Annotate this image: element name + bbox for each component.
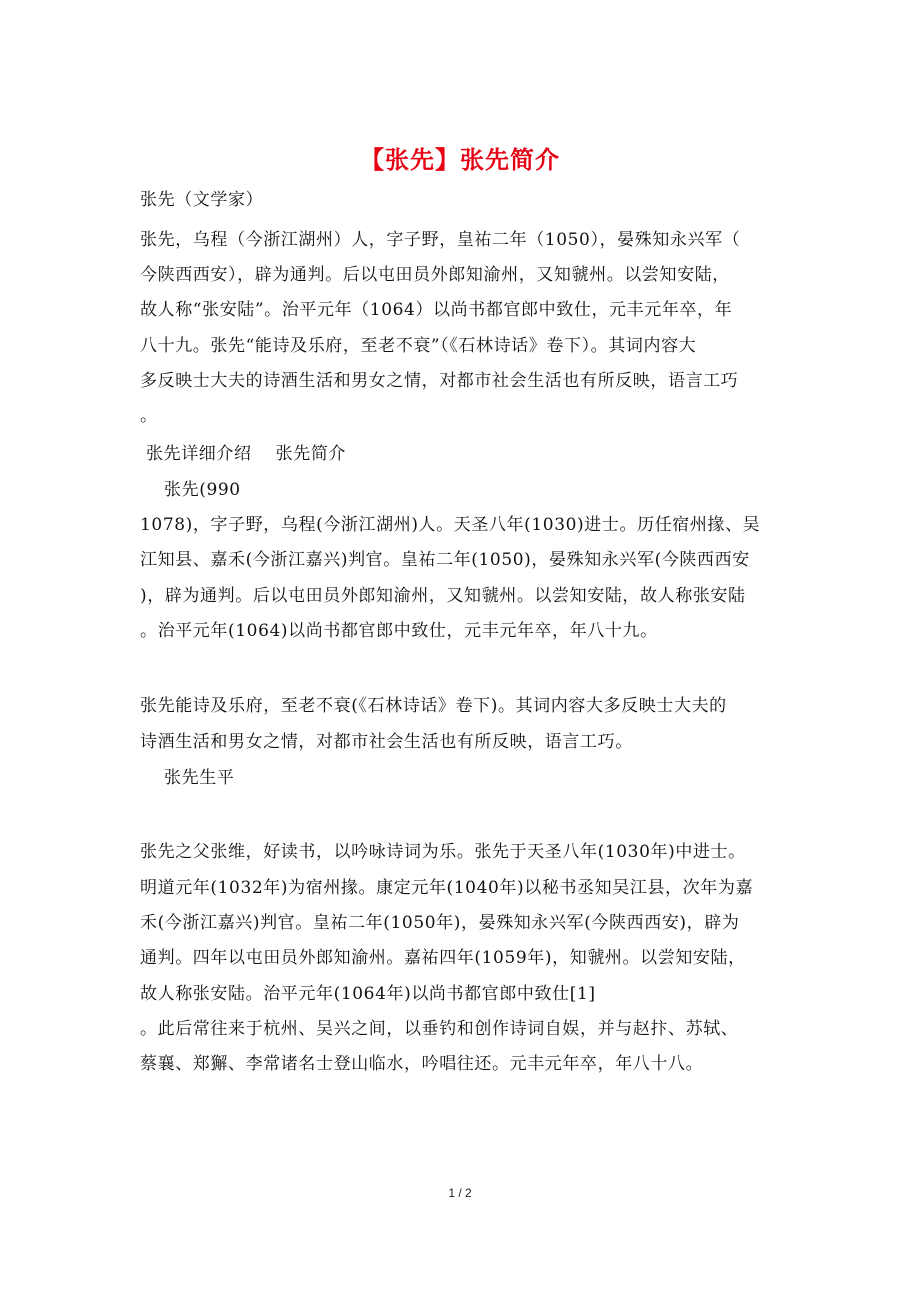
text-line: 通判。四年以屯田员外郎知渝州。嘉祐四年(1059年)，知虢州。以尝知安陆， [140,948,746,968]
text-line: 蔡襄、郑獬、李常诸名士登山临水，吟唱往还。元丰元年卒，年八十八。 [140,1054,704,1074]
text-line: 故人称张安陆。治平元年(1064年)以尚书都官郎中致仕[1] [140,984,596,1004]
text-line: 今陕西西安），辟为通判。后以屯田员外郎知渝州，又知虢州。以尝知安陆， [140,265,730,285]
text-line: 张先(990 [140,480,241,500]
text-line: 诗酒生活和男女之情，对都市社会生活也有所反映，语言工巧。 [140,732,633,752]
text-line: 张先，乌程（今浙江湖州）人，字子野，皇祐二年（1050），晏殊知永兴军（ [140,230,741,250]
text-line: 。此后常往来于杭州、吴兴之间，以垂钓和创作诗词自娱，并与赵抃、苏轼、 [140,1019,739,1039]
text-line: 多反映士大夫的诗酒生活和男女之情，对都市社会生活也有所反映，语言工巧 [140,371,739,391]
text-line: 。 [140,406,158,426]
text-line: 。治平元年(1064)以尚书都官郎中致仕，元丰元年卒，年八十九。 [140,621,658,641]
text-line: 张先能诗及乐府，至老不衰(《石林诗话》卷下)。其词内容大多反映士大夫的 [140,696,727,716]
text-line: 张先详细介绍 张先简介 [140,444,347,464]
page-number: 1 / 2 [448,1186,472,1200]
text-line: 张先生平 [140,768,235,788]
text-line: 1078)，字子野，乌程(今浙江湖州)人。天圣八年(1030)进士。历任宿州掾、吴 [140,515,761,535]
text-line: )，辟为通判。后以屯田员外郎知渝州，又知虢州。以尝知安陆，故人称张安陆 [140,586,746,606]
text-line: 故人称“张安陆”。治平元年（1064）以尚书都官郎中致仕，元丰元年卒，年 [140,300,733,320]
text-line: 张先（文学家） [140,190,264,210]
text-line: 禾(今浙江嘉兴)判官。皇祐二年(1050年)，晏殊知永兴军(今陕西西安)，辟为 [140,913,740,933]
text-line: 明道元年(1032年)为宿州掾。康定元年(1040年)以秘书丞知吴江县，次年为嘉 [140,878,754,898]
text-line: 江知县、嘉禾(今浙江嘉兴)判官。皇祐二年(1050)，晏殊知永兴军(今陕西西安 [140,550,750,570]
page-title: 【张先】张先简介 [360,146,560,174]
text-line: 张先之父张维，好读书，以吟咏诗词为乐。张先于天圣八年(1030年)中进士。 [140,842,746,862]
text-line: 八十九。张先“能诗及乐府，至老不衰”（《石林诗话》卷下）。其词内容大 [140,336,697,356]
